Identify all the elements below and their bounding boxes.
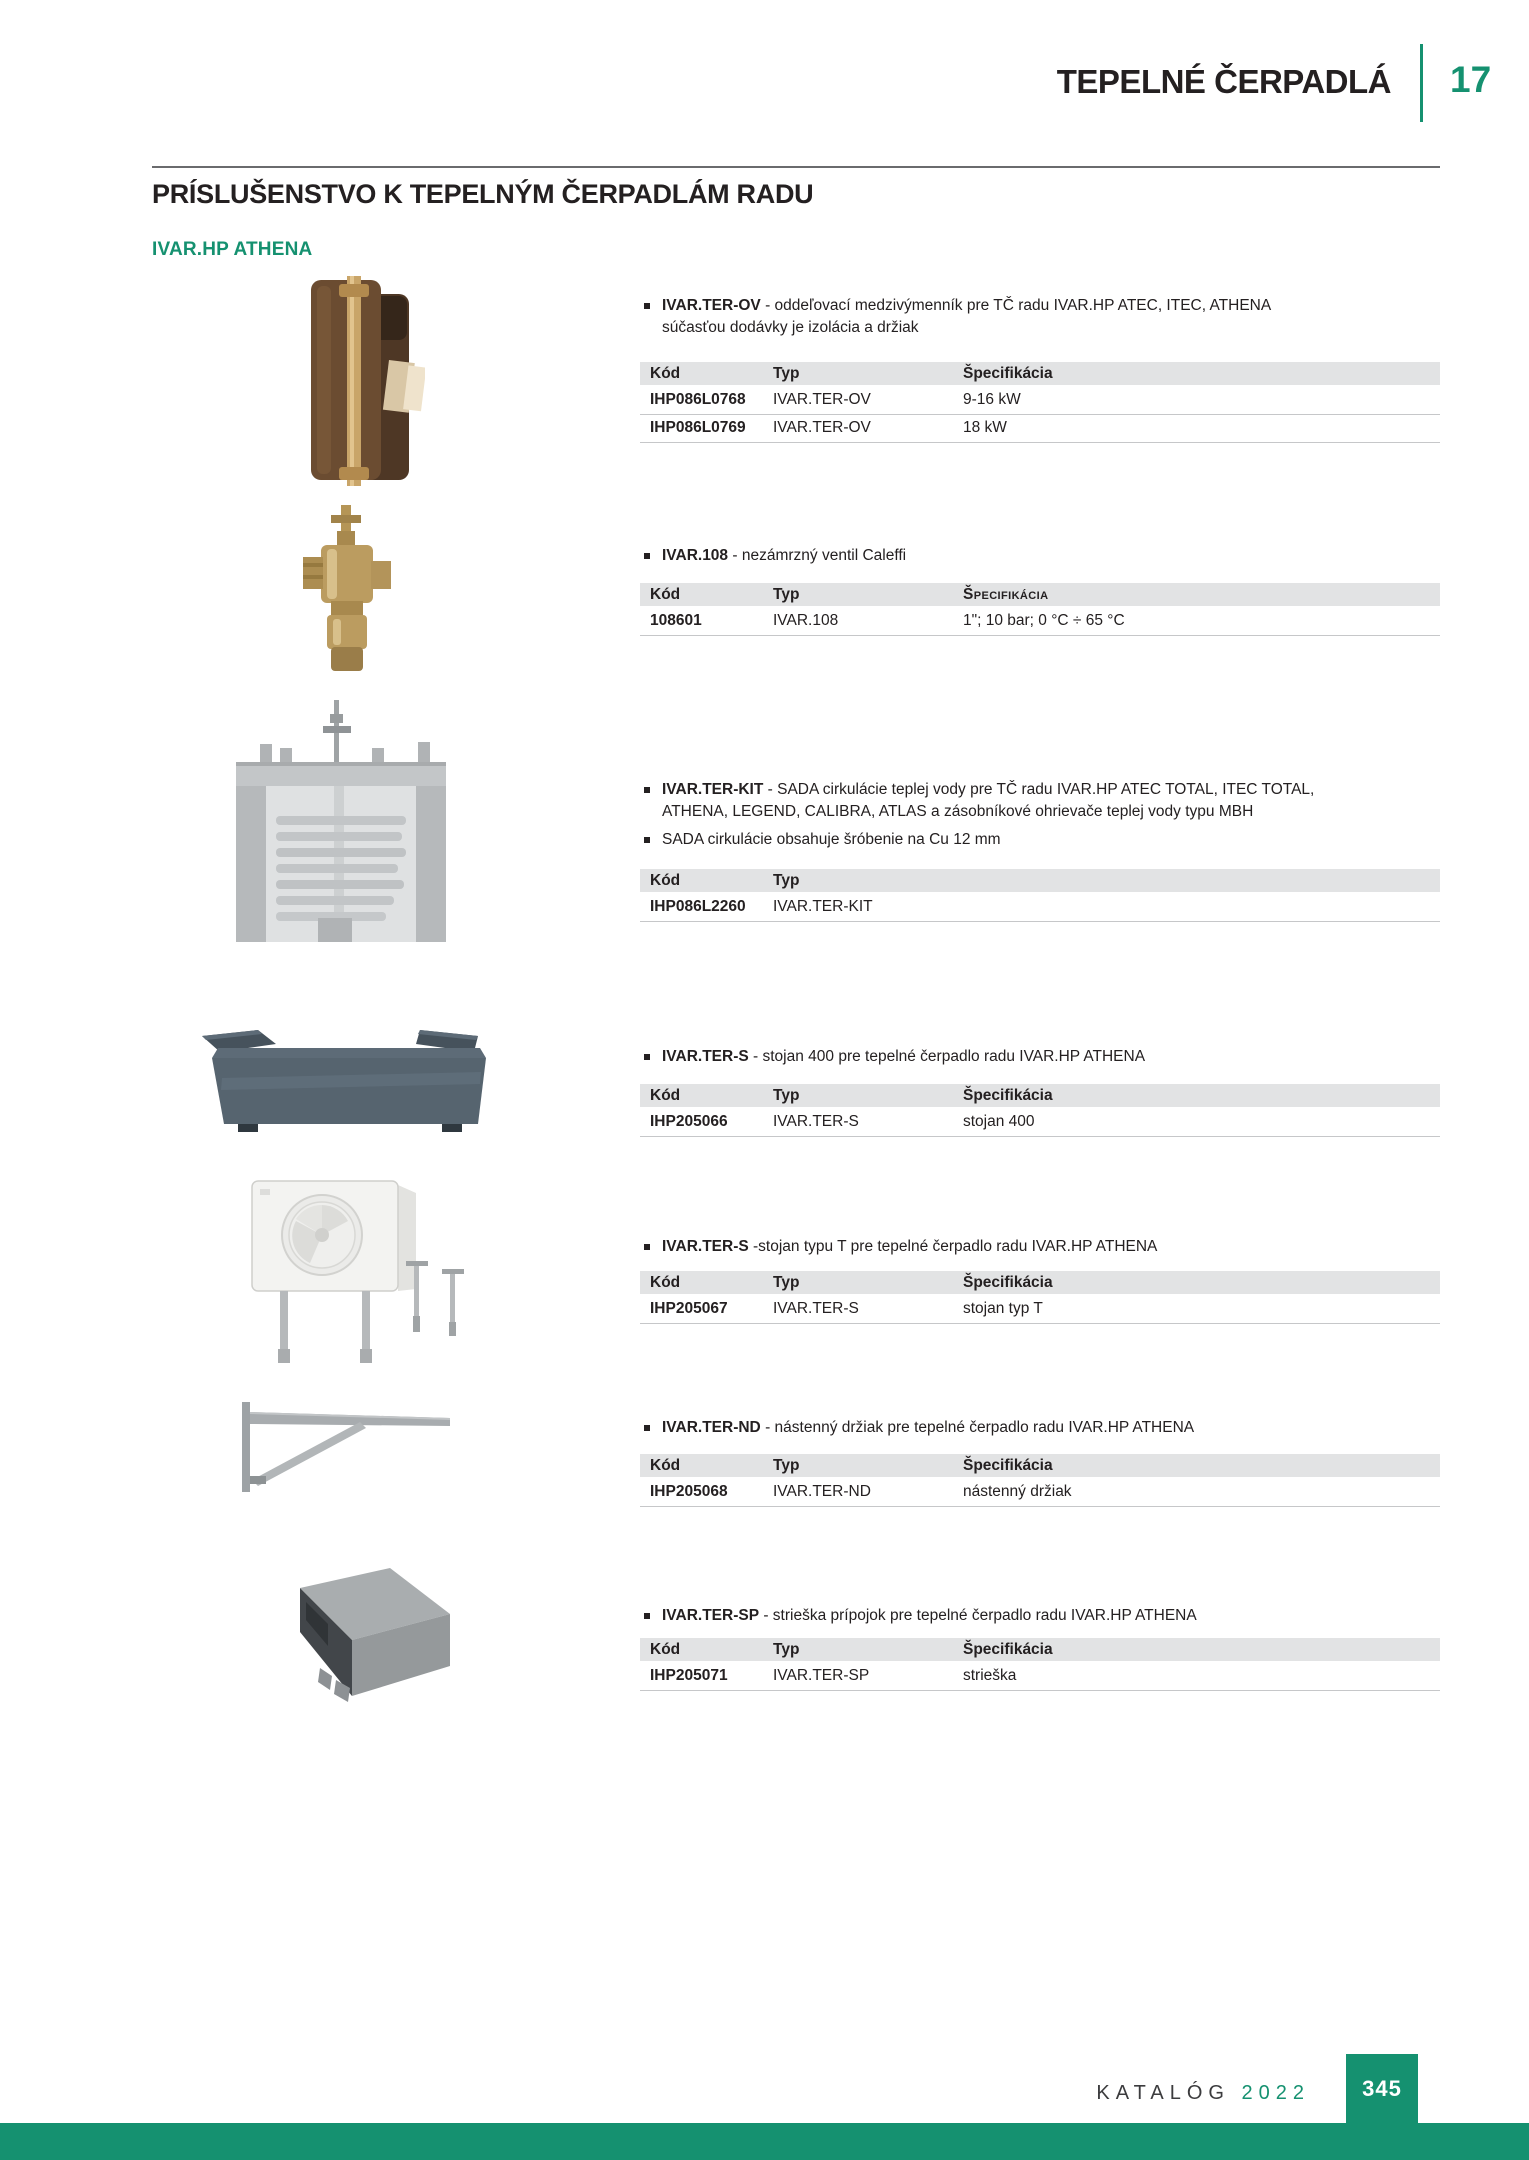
list-item (642, 1046, 1442, 1068)
cell-spec: stojan 400 (963, 1113, 1035, 1130)
footer-bar (0, 2123, 1529, 2160)
product-name: IVAR.TER-OV (662, 297, 761, 314)
product-description (642, 1236, 1442, 1264)
cell-spec: 1"; 10 bar; 0 °C ÷ 65 °C (963, 612, 1125, 629)
table-row (640, 415, 1440, 443)
cell-typ: IVAR.TER-ND (773, 1483, 871, 1500)
product-table (640, 1454, 1440, 1507)
product-text-line2: ATHENA, LEGEND, CALIBRA, ATLAS a zásobníkové ohrievače teplej vody typu MBH (662, 803, 1254, 820)
col-header-kod: Kód (650, 1641, 681, 1658)
col-header-spec: Špecifikácia (963, 365, 1053, 382)
table-header (640, 583, 1440, 606)
cell-kod: 108601 (650, 612, 702, 629)
table-row (640, 1663, 1440, 1691)
col-header-spec: Špecifikácia (963, 1274, 1053, 1291)
cell-kod: IHP205066 (650, 1113, 728, 1130)
col-header-kod: Kód (650, 1457, 681, 1474)
header-divider (1420, 44, 1423, 122)
product-name: IVAR.TER-KIT (662, 781, 764, 798)
product-text: - strieška prípojok pre tepelné čerpadlo radu IVAR.HP ATHENA (763, 1607, 1197, 1624)
cell-typ: IVAR.TER-OV (773, 419, 871, 436)
product-table (640, 362, 1440, 443)
product-text: - nezámrzný ventil Caleffi (732, 547, 907, 564)
product-description (642, 1605, 1442, 1633)
product-table (640, 1084, 1440, 1137)
col-header-typ: Typ (773, 586, 800, 603)
cell-typ: IVAR.TER-OV (773, 391, 871, 408)
cell-kod: IHP086L2260 (650, 898, 746, 915)
product-table (640, 1638, 1440, 1691)
cell-kod: IHP086L0769 (650, 419, 746, 436)
page-number: 345 (1362, 2075, 1402, 2101)
product-image-stand-400 (180, 1026, 500, 1132)
product-name: IVAR.TER-SP (662, 1607, 760, 1624)
list-item (642, 545, 1442, 567)
product-table (640, 583, 1440, 636)
col-header-kod: Kód (650, 872, 681, 889)
list-item (642, 295, 1442, 339)
cell-kod: IHP205067 (650, 1300, 728, 1317)
product-text: - SADA cirkulácie teplej vody pre TČ radu IVAR.HP ATEC TOTAL, ITEC TOTAL, (767, 781, 1315, 798)
catalog-label: KATALÓG (1096, 2082, 1230, 2104)
page-number-badge (1346, 2054, 1418, 2123)
col-header-typ: Typ (773, 1457, 800, 1474)
table-header (640, 1638, 1440, 1661)
cell-typ: IVAR.TER-S (773, 1113, 859, 1130)
col-header-kod: Kód (650, 1087, 681, 1104)
col-header-kod: Kód (650, 586, 681, 603)
product-name: IVAR.TER-ND (662, 1419, 761, 1436)
series-subtitle: IVAR.HP ATHENA (152, 239, 313, 260)
page-title: PRÍSLUŠENSTVO K TEPELNÝM ČERPADLÁM RADU (152, 179, 814, 209)
product-text: - oddeľovací medzivýmenník pre TČ radu IVAR.HP ATEC, ITEC, ATHENA (765, 297, 1272, 314)
product-name: IVAR.TER-S (662, 1048, 749, 1065)
product-image-circulation-kit (222, 700, 460, 948)
cell-kod: IHP086L0768 (650, 391, 746, 408)
col-header-typ: Typ (773, 872, 800, 889)
col-header-typ: Typ (773, 1641, 800, 1658)
table-header (640, 1454, 1440, 1477)
table-row (640, 1479, 1440, 1507)
list-item (642, 1605, 1442, 1627)
cell-spec: strieška (963, 1667, 1017, 1684)
title-rule (152, 166, 1440, 168)
col-header-spec: Špecifikácia (963, 1087, 1053, 1104)
cell-spec: 9-16 kW (963, 391, 1021, 408)
table-row (640, 608, 1440, 636)
catalog-line (0, 2082, 1310, 2105)
table-header (640, 1084, 1440, 1107)
section-title: TEPELNÉ ČERPADLÁ (1056, 63, 1391, 100)
table-header (640, 869, 1440, 892)
cell-typ: IVAR.TER-S (773, 1300, 859, 1317)
list-item (642, 829, 1442, 851)
product-text: - stojan 400 pre tepelné čerpadlo radu IVAR.HP ATHENA (753, 1048, 1146, 1065)
product-description (642, 1046, 1442, 1074)
product-name: IVAR.108 (662, 547, 729, 564)
col-header-kod: Kód (650, 1274, 681, 1291)
product-table (640, 869, 1440, 922)
col-header-spec: Špecifikácia (963, 1457, 1053, 1474)
cell-kod: IHP205071 (650, 1667, 728, 1684)
product-text: SADA cirkulácie obsahuje šróbenie na Cu 12 mm (662, 831, 1001, 848)
col-header-kod: Kód (650, 365, 681, 382)
product-description (642, 545, 1442, 573)
table-row (640, 894, 1440, 922)
table-row (640, 1109, 1440, 1137)
product-image-connection-roof (270, 1568, 450, 1710)
product-text: -stojan typu T pre tepelné čerpadlo radu IVAR.HP ATHENA (753, 1238, 1158, 1255)
col-header-spec: Špecifikácia (963, 1641, 1053, 1658)
product-image-stand-type-t (250, 1173, 465, 1365)
list-item (642, 1236, 1442, 1258)
cell-kod: IHP205068 (650, 1483, 728, 1500)
product-description (642, 779, 1442, 857)
col-header-spec: Špecifikácia (963, 586, 1049, 603)
table-row (640, 387, 1440, 415)
cell-spec: stojan typ T (963, 1300, 1043, 1317)
cell-spec: 18 kW (963, 419, 1007, 436)
product-table (640, 1271, 1440, 1324)
cell-spec: nástenný držiak (963, 1483, 1072, 1500)
cell-typ: IVAR.108 (773, 612, 839, 629)
list-item (642, 1417, 1442, 1439)
product-description (642, 295, 1442, 345)
table-row (640, 1296, 1440, 1324)
product-text: - nástenný držiak pre tepelné čerpadlo radu IVAR.HP ATHENA (765, 1419, 1195, 1436)
product-text-line2: súčasťou dodávky je izolácia a držiak (662, 319, 919, 336)
product-image-wall-bracket (242, 1402, 450, 1492)
col-header-typ: Typ (773, 1087, 800, 1104)
product-description (642, 1417, 1442, 1445)
table-header (640, 1271, 1440, 1294)
cell-typ: IVAR.TER-SP (773, 1667, 870, 1684)
col-header-typ: Typ (773, 365, 800, 382)
chapter-number: 17 (1450, 59, 1492, 100)
col-header-typ: Typ (773, 1274, 800, 1291)
product-name: IVAR.TER-S (662, 1238, 749, 1255)
list-item (642, 779, 1442, 823)
cell-typ: IVAR.TER-KIT (773, 898, 873, 915)
product-image-antifreeze-valve (303, 505, 391, 671)
table-header (640, 362, 1440, 385)
catalog-year: 2022 (1241, 2082, 1310, 2104)
product-image-separation-heat-exchanger (297, 274, 425, 490)
